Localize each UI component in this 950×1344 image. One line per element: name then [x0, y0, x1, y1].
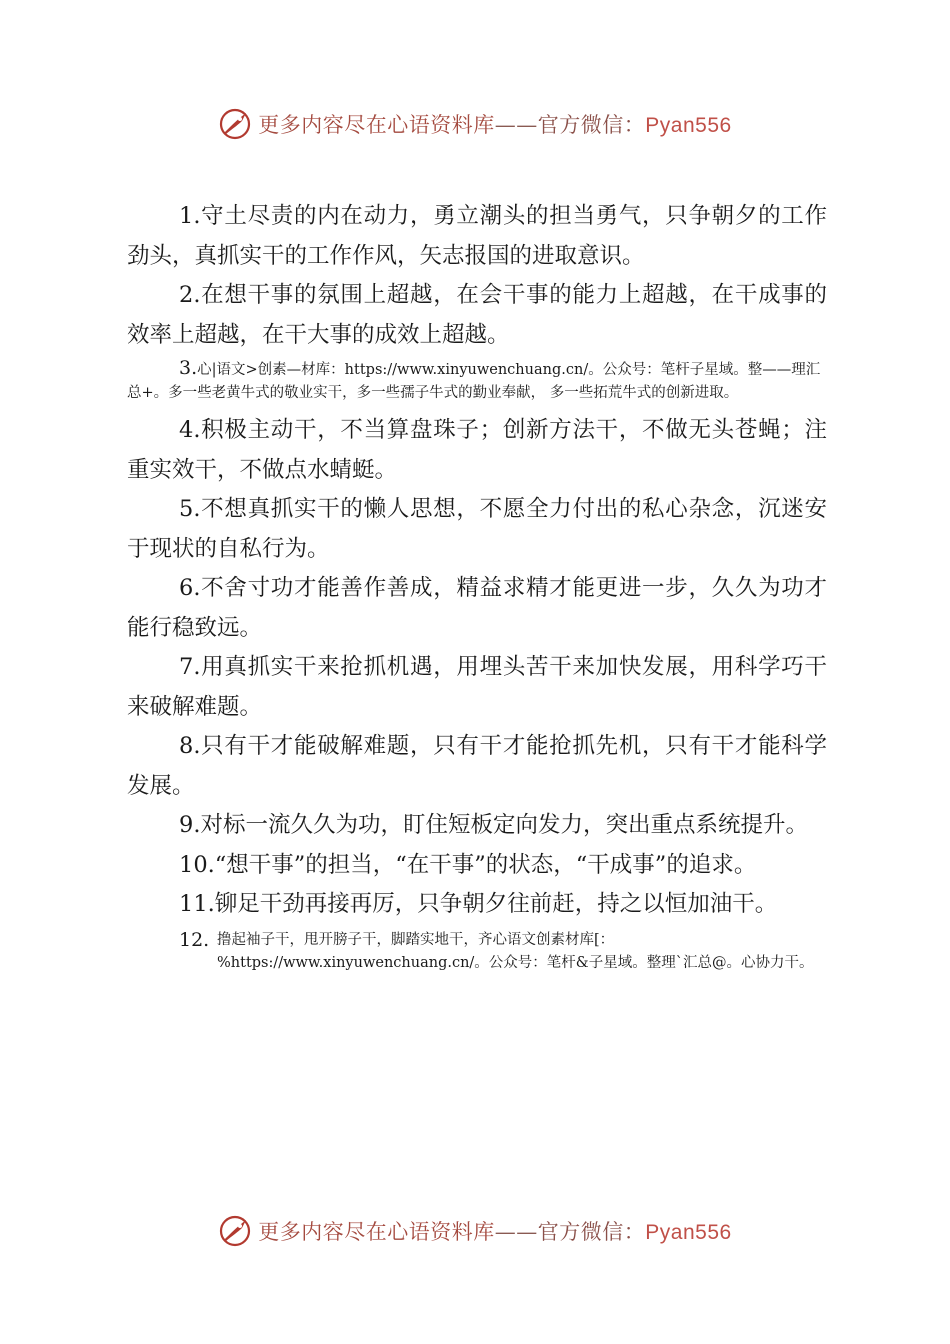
item-number: 8.: [179, 733, 201, 759]
list-item: [127, 648, 827, 727]
item-number: 12.: [179, 928, 210, 951]
banner-text: [258, 109, 731, 139]
item-text: 用真抓实干来抢抓机遇，用埋头苦干来加快发展，用科学巧干来破解难题。: [127, 654, 827, 720]
list-item: [127, 357, 827, 405]
pen-logo-icon: [218, 1214, 252, 1248]
item-text: 铆足干劲再接再厉，只争朝夕往前赶，持之以恒加油干。: [214, 891, 778, 917]
footer-banner: [0, 1211, 950, 1251]
item-text: 在想干事的氛围上超越，在会干事的能力上超越，在干成事的效率上超越，在干大事的成效上超越。: [127, 282, 827, 348]
list-item: [127, 727, 827, 806]
list-item: [127, 411, 827, 490]
item-text: 积极主动干，不当算盘珠子；创新方法干，不做无头苍蝇；注重实效干，不做点水蜻蜓。: [127, 417, 827, 483]
banner-main-text: 更多内容尽在心语资料库: [258, 113, 495, 137]
item-number: 2.: [179, 282, 201, 308]
list-item: [127, 197, 827, 276]
document-body: [127, 197, 827, 975]
item-number: 1.: [179, 203, 201, 229]
banner-text: [258, 1216, 731, 1246]
item-text: 心|语文>创素—材库：https://www.xinyuwenchuang.cn/。公众号：笔杆子星域。整——理汇总+。多一些老黄牛式的敬业实干，多一些孺子牛式的勤业奉献， 多一些拓荒牛式的创新进取。: [127, 362, 821, 401]
item-text: “想干事”的担当，“在干事”的状态，“干成事”的追求。: [214, 851, 757, 878]
item-text: 对标一流久久为功，盯住短板定向发力，突出重点系统提升。: [200, 812, 808, 838]
item-text: 不想真抓实干的懒人思想，不愿全力付出的私心杂念，沉迷安于现状的自私行为。: [127, 496, 827, 562]
banner-main-text: 更多内容尽在心语资料库: [258, 1220, 495, 1244]
list-item: [127, 276, 827, 355]
item-number: 10.: [179, 851, 215, 878]
list-item: [127, 846, 827, 886]
banner-wechat-label: 官方微信：: [537, 113, 646, 137]
banner-separator: ——: [494, 1220, 538, 1244]
item-number: 11.: [179, 891, 215, 917]
item-number: 9.: [179, 812, 201, 838]
list-item: [127, 885, 827, 925]
pen-logo-icon: [218, 107, 252, 141]
header-banner: [0, 104, 950, 144]
item-text: 不舍寸功才能善作善成，精益求精才能更进一步，久久为功才能行稳致远。: [127, 575, 827, 641]
banner-wechat-label: 官方微信：: [537, 1220, 646, 1244]
item-number: 4.: [179, 417, 201, 443]
item-number: 3.: [179, 357, 198, 379]
item-text: 只有干才能破解难题，只有干才能抢抓先机，只有干才能科学发展。: [127, 733, 827, 799]
banner-wechat-id: Pyan556: [645, 114, 732, 137]
list-item: [127, 806, 827, 846]
list-item: [127, 490, 827, 569]
item-text: 守土尽责的内在动力，勇立潮头的担当勇气，只争朝夕的工作劲头，真抓实干的工作作风，矢志报国的进取意识。: [127, 203, 827, 269]
item-text: 撸起袖子干，甩开膀子干，脚踏实地干，齐心语文创素材库[：%https://www.xinyuwenchuang.cn/。公众号：笔杆&子星域。整理`汇总@。心协力干。: [217, 931, 814, 971]
banner-wechat-id: Pyan556: [645, 1221, 732, 1244]
list-item: [127, 929, 827, 975]
banner-separator: ——: [494, 113, 538, 137]
list-item: [127, 569, 827, 648]
item-number: 6.: [179, 575, 201, 601]
item-number: 7.: [179, 654, 201, 680]
item-number: 5.: [179, 496, 201, 522]
